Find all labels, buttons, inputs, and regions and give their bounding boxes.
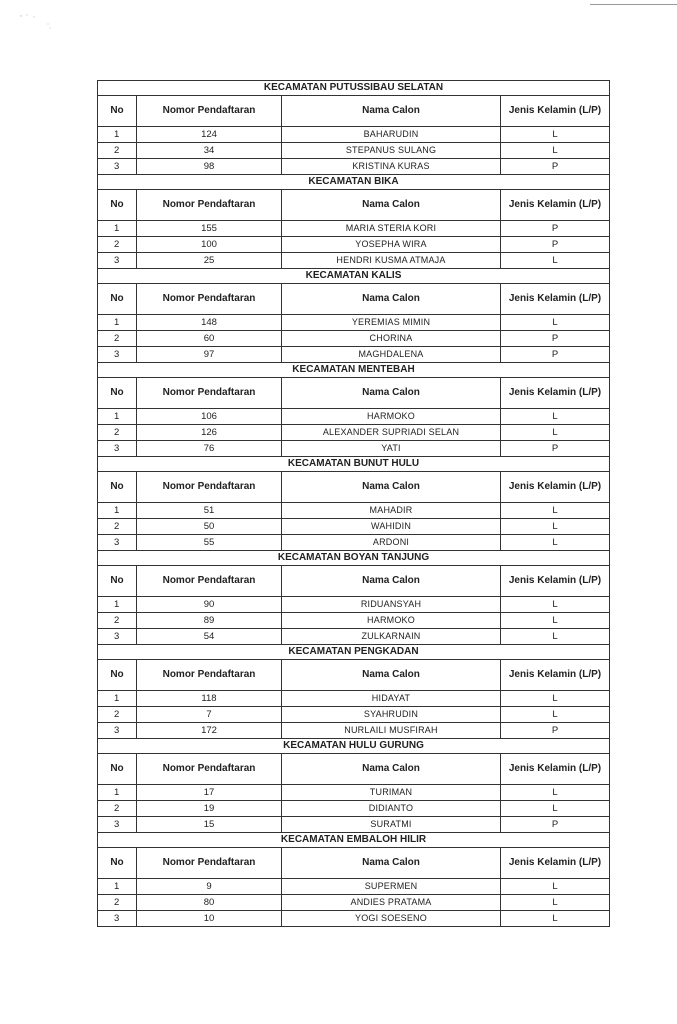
table-row	[98, 347, 610, 363]
row-number: 3	[98, 159, 137, 175]
header-no: No	[98, 96, 137, 127]
column-header-row	[98, 472, 610, 503]
table-row	[98, 613, 610, 629]
header-candidate-name: Nama Calon	[282, 660, 501, 691]
table-row	[98, 879, 610, 895]
gender: L	[501, 785, 610, 801]
column-header-row	[98, 848, 610, 879]
registration-number: 76	[137, 441, 282, 457]
candidate-table	[97, 80, 610, 927]
candidate-name: ALEXANDER SUPRIADI SELAN	[282, 425, 501, 441]
gender: P	[501, 331, 610, 347]
header-registration-number: Nomor Pendaftaran	[137, 848, 282, 879]
table-row	[98, 409, 610, 425]
header-registration-number: Nomor Pendaftaran	[137, 660, 282, 691]
header-candidate-name: Nama Calon	[282, 96, 501, 127]
candidate-name: HARMOKO	[282, 613, 501, 629]
table-row	[98, 707, 610, 723]
row-number: 3	[98, 253, 137, 269]
column-header-row	[98, 190, 610, 221]
row-number: 1	[98, 503, 137, 519]
header-candidate-name: Nama Calon	[282, 848, 501, 879]
header-registration-number: Nomor Pendaftaran	[137, 566, 282, 597]
gender: L	[501, 143, 610, 159]
header-candidate-name: Nama Calon	[282, 284, 501, 315]
column-header-row	[98, 284, 610, 315]
table-row	[98, 127, 610, 143]
table-row	[98, 425, 610, 441]
section-title-row	[98, 269, 610, 284]
gender: L	[501, 629, 610, 645]
header-no: No	[98, 190, 137, 221]
row-number: 1	[98, 785, 137, 801]
table-row	[98, 535, 610, 551]
row-number: 2	[98, 237, 137, 253]
gender: P	[501, 441, 610, 457]
row-number: 2	[98, 613, 137, 629]
row-number: 3	[98, 817, 137, 833]
table-row	[98, 911, 610, 927]
row-number: 2	[98, 425, 137, 441]
header-gender: Jenis Kelamin (L/P)	[501, 566, 610, 597]
gender: L	[501, 911, 610, 927]
row-number: 2	[98, 707, 137, 723]
registration-number: 19	[137, 801, 282, 817]
gender: P	[501, 221, 610, 237]
registration-number: 106	[137, 409, 282, 425]
gender: L	[501, 879, 610, 895]
table-row	[98, 159, 610, 175]
header-no: No	[98, 472, 137, 503]
table-row	[98, 503, 610, 519]
header-no: No	[98, 754, 137, 785]
section-title: KECAMATAN EMBALOH HILIR	[98, 833, 610, 848]
registration-number: 90	[137, 597, 282, 613]
table-row	[98, 315, 610, 331]
row-number: 2	[98, 519, 137, 535]
candidate-name: SURATMI	[282, 817, 501, 833]
section-title: KECAMATAN BOYAN TANJUNG	[98, 551, 610, 566]
registration-number: 15	[137, 817, 282, 833]
candidate-name: NURLAILI MUSFIRAH	[282, 723, 501, 739]
row-number: 3	[98, 723, 137, 739]
gender: L	[501, 253, 610, 269]
scan-speck-marks	[18, 12, 58, 30]
registration-number: 124	[137, 127, 282, 143]
table-row	[98, 691, 610, 707]
table-row	[98, 801, 610, 817]
row-number: 1	[98, 127, 137, 143]
registration-number: 89	[137, 613, 282, 629]
header-gender: Jenis Kelamin (L/P)	[501, 472, 610, 503]
section-title: KECAMATAN BUNUT HULU	[98, 457, 610, 472]
candidate-name: MAHADIR	[282, 503, 501, 519]
candidate-name: YOGI SOESENO	[282, 911, 501, 927]
header-candidate-name: Nama Calon	[282, 754, 501, 785]
row-number: 1	[98, 315, 137, 331]
registration-number: 98	[137, 159, 282, 175]
section-title: KECAMATAN PUTUSSIBAU SELATAN	[98, 81, 610, 96]
registration-number: 60	[137, 331, 282, 347]
table-row	[98, 597, 610, 613]
candidate-name: ZULKARNAIN	[282, 629, 501, 645]
section-title-row	[98, 739, 610, 754]
row-number: 3	[98, 911, 137, 927]
registration-number: 25	[137, 253, 282, 269]
header-no: No	[98, 566, 137, 597]
header-gender: Jenis Kelamin (L/P)	[501, 660, 610, 691]
gender: L	[501, 315, 610, 331]
gender: L	[501, 691, 610, 707]
section-title-row	[98, 457, 610, 472]
candidate-name: YATI	[282, 441, 501, 457]
row-number: 2	[98, 801, 137, 817]
section-title: KECAMATAN KALIS	[98, 269, 610, 284]
section-title: KECAMATAN BIKA	[98, 175, 610, 190]
header-candidate-name: Nama Calon	[282, 190, 501, 221]
gender: L	[501, 409, 610, 425]
gender: L	[501, 503, 610, 519]
row-number: 2	[98, 895, 137, 911]
row-number: 1	[98, 221, 137, 237]
gender: L	[501, 895, 610, 911]
candidate-name: YOSEPHA WIRA	[282, 237, 501, 253]
table-row	[98, 817, 610, 833]
table-row	[98, 785, 610, 801]
candidate-name: BAHARUDIN	[282, 127, 501, 143]
candidate-name: SUPERMEN	[282, 879, 501, 895]
row-number: 2	[98, 143, 137, 159]
column-header-row	[98, 660, 610, 691]
registration-number: 51	[137, 503, 282, 519]
header-gender: Jenis Kelamin (L/P)	[501, 848, 610, 879]
header-no: No	[98, 848, 137, 879]
header-candidate-name: Nama Calon	[282, 472, 501, 503]
candidate-name: ARDONI	[282, 535, 501, 551]
header-registration-number: Nomor Pendaftaran	[137, 190, 282, 221]
section-title: KECAMATAN MENTEBAH	[98, 363, 610, 378]
table-row	[98, 519, 610, 535]
row-number: 3	[98, 347, 137, 363]
header-gender: Jenis Kelamin (L/P)	[501, 190, 610, 221]
row-number: 3	[98, 535, 137, 551]
registration-number: 34	[137, 143, 282, 159]
row-number: 1	[98, 597, 137, 613]
registration-number: 9	[137, 879, 282, 895]
section-title-row	[98, 645, 610, 660]
registration-number: 17	[137, 785, 282, 801]
section-title-row	[98, 551, 610, 566]
section-title-row	[98, 175, 610, 190]
candidate-name: HENDRI KUSMA ATMAJA	[282, 253, 501, 269]
gender: P	[501, 723, 610, 739]
gender: L	[501, 425, 610, 441]
header-registration-number: Nomor Pendaftaran	[137, 754, 282, 785]
registration-number: 50	[137, 519, 282, 535]
section-title-row	[98, 363, 610, 378]
gender: L	[501, 535, 610, 551]
header-no: No	[98, 378, 137, 409]
column-header-row	[98, 96, 610, 127]
registration-number: 100	[137, 237, 282, 253]
gender: L	[501, 613, 610, 629]
section-title-row	[98, 833, 610, 848]
registration-number: 172	[137, 723, 282, 739]
candidate-name: YEREMIAS MIMIN	[282, 315, 501, 331]
candidate-name: MARIA STERIA KORI	[282, 221, 501, 237]
candidate-name: WAHIDIN	[282, 519, 501, 535]
registration-number: 97	[137, 347, 282, 363]
section-title: KECAMATAN HULU GURUNG	[98, 739, 610, 754]
registration-number: 10	[137, 911, 282, 927]
candidate-name: ANDIES PRATAMA	[282, 895, 501, 911]
table-row	[98, 237, 610, 253]
registration-number: 55	[137, 535, 282, 551]
header-registration-number: Nomor Pendaftaran	[137, 284, 282, 315]
row-number: 1	[98, 691, 137, 707]
section-title: KECAMATAN PENGKADAN	[98, 645, 610, 660]
candidate-name: KRISTINA KURAS	[282, 159, 501, 175]
gender: P	[501, 159, 610, 175]
candidate-table-body	[98, 81, 610, 927]
registration-number: 7	[137, 707, 282, 723]
header-no: No	[98, 660, 137, 691]
table-row	[98, 441, 610, 457]
gender: P	[501, 817, 610, 833]
header-registration-number: Nomor Pendaftaran	[137, 472, 282, 503]
header-registration-number: Nomor Pendaftaran	[137, 96, 282, 127]
section-title-row	[98, 81, 610, 96]
table-row	[98, 723, 610, 739]
gender: L	[501, 519, 610, 535]
scan-edge-line	[590, 4, 677, 5]
gender: L	[501, 127, 610, 143]
candidate-name: HARMOKO	[282, 409, 501, 425]
registration-number: 148	[137, 315, 282, 331]
candidate-name: CHORINA	[282, 331, 501, 347]
table-row	[98, 331, 610, 347]
gender: L	[501, 597, 610, 613]
header-registration-number: Nomor Pendaftaran	[137, 378, 282, 409]
column-header-row	[98, 566, 610, 597]
gender: P	[501, 347, 610, 363]
row-number: 1	[98, 409, 137, 425]
gender: L	[501, 707, 610, 723]
header-no: No	[98, 284, 137, 315]
candidate-name: MAGHDALENA	[282, 347, 501, 363]
table-row	[98, 895, 610, 911]
row-number: 2	[98, 331, 137, 347]
registration-number: 118	[137, 691, 282, 707]
gender: P	[501, 237, 610, 253]
candidate-name: HIDAYAT	[282, 691, 501, 707]
table-row	[98, 253, 610, 269]
column-header-row	[98, 754, 610, 785]
candidate-name: DIDIANTO	[282, 801, 501, 817]
header-gender: Jenis Kelamin (L/P)	[501, 284, 610, 315]
column-header-row	[98, 378, 610, 409]
row-number: 3	[98, 629, 137, 645]
header-gender: Jenis Kelamin (L/P)	[501, 378, 610, 409]
candidate-name: TURIMAN	[282, 785, 501, 801]
gender: L	[501, 801, 610, 817]
registration-number: 126	[137, 425, 282, 441]
header-gender: Jenis Kelamin (L/P)	[501, 96, 610, 127]
row-number: 1	[98, 879, 137, 895]
header-candidate-name: Nama Calon	[282, 566, 501, 597]
table-row	[98, 629, 610, 645]
candidate-name: RIDUANSYAH	[282, 597, 501, 613]
candidate-name: STEPANUS SULANG	[282, 143, 501, 159]
table-row	[98, 143, 610, 159]
registration-number: 80	[137, 895, 282, 911]
row-number: 3	[98, 441, 137, 457]
candidate-name: SYAHRUDIN	[282, 707, 501, 723]
table-row	[98, 221, 610, 237]
header-candidate-name: Nama Calon	[282, 378, 501, 409]
header-gender: Jenis Kelamin (L/P)	[501, 754, 610, 785]
registration-number: 54	[137, 629, 282, 645]
registration-number: 155	[137, 221, 282, 237]
